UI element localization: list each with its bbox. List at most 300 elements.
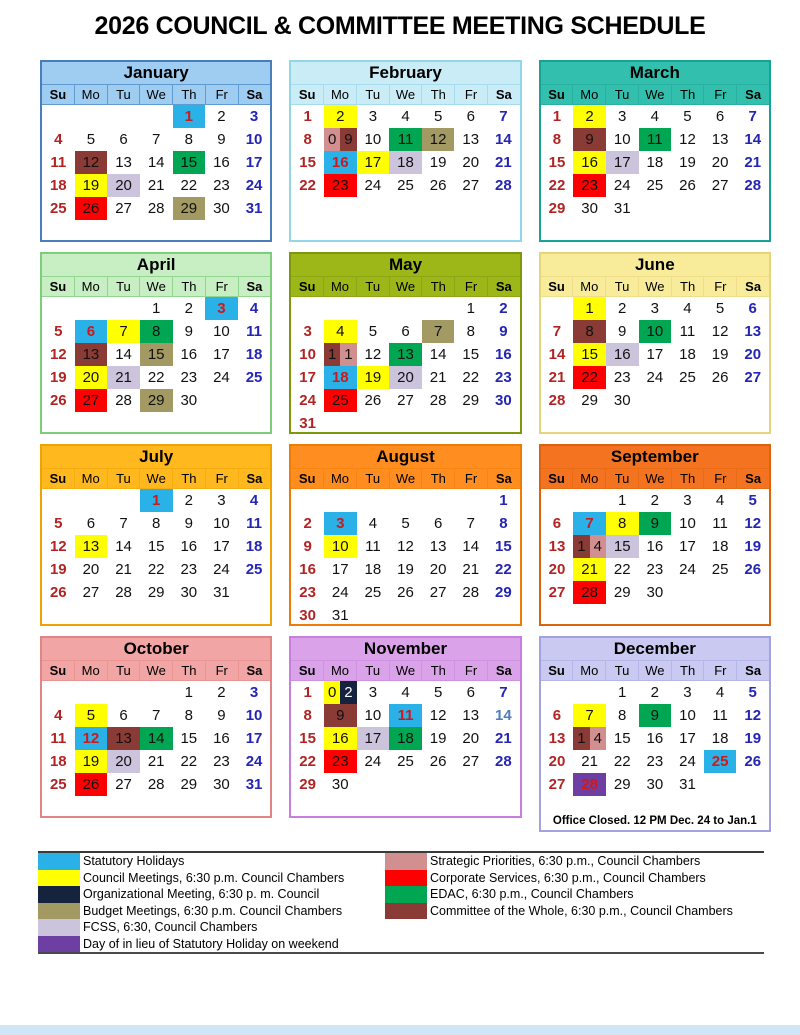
month-september <box>539 444 771 626</box>
date-row <box>541 489 769 512</box>
day-cell: 18 <box>49 177 67 194</box>
day-cell: 30 <box>613 392 631 409</box>
weekday-cell: Sa <box>736 469 769 488</box>
date-row <box>291 366 519 389</box>
day-cell: 23 <box>213 177 230 194</box>
month-may <box>289 252 521 434</box>
month-title: February <box>291 62 519 85</box>
day-cell <box>42 297 75 320</box>
day-cell: 1 <box>140 489 173 512</box>
date-row <box>42 366 270 389</box>
day-cell: 13 <box>462 707 480 724</box>
date-row <box>541 151 769 174</box>
day-cell: 16 <box>606 343 639 366</box>
day-cell: 7 <box>748 108 757 125</box>
weekday-cell: Mo <box>323 469 356 488</box>
month-title: April <box>42 254 270 277</box>
day-cell: 2 <box>184 300 193 317</box>
legend-item <box>385 886 764 903</box>
day-cell: 24 <box>245 177 263 194</box>
day-cell: 6 <box>86 515 96 532</box>
weekday-cell: Th <box>671 661 704 680</box>
date-row <box>291 704 519 727</box>
weekday-row <box>291 85 519 105</box>
day-cell <box>639 389 672 412</box>
day-cell: 9 <box>217 707 226 724</box>
date-row <box>42 581 270 604</box>
day-cell: 7 <box>152 131 161 148</box>
day-cell: 15 <box>147 538 165 555</box>
day-cell: 22 <box>613 753 631 770</box>
day-cell: 1 <box>303 684 312 701</box>
day-cell: 27 <box>548 584 566 601</box>
day-cell: 31 <box>679 776 696 793</box>
day-cell: 9 <box>573 128 606 151</box>
legend-item <box>38 853 385 870</box>
day-cell: 14 <box>115 346 132 363</box>
day-cell: 16 <box>299 561 316 578</box>
weekday-cell: Su <box>49 279 67 294</box>
day-cell: 14 <box>495 131 512 148</box>
day-cell: 3 <box>368 684 378 701</box>
day-cell <box>324 412 357 435</box>
day-cell: 11 <box>246 323 262 340</box>
day-cell: 23 <box>613 369 631 386</box>
day-cell: 14 <box>429 346 447 363</box>
day-cell: 11 <box>679 323 696 340</box>
month-march <box>539 60 771 242</box>
day-cell: 8 <box>499 515 508 532</box>
stat-swatch <box>38 853 80 870</box>
day-cell: 29 <box>147 584 165 601</box>
day-cell: 5 <box>75 704 108 727</box>
months-grid <box>40 60 771 832</box>
day-cell: 17 <box>357 727 390 750</box>
day-cell: 28 <box>573 773 606 796</box>
day-cell: 20 <box>548 753 566 770</box>
day-cell: 23 <box>646 753 664 770</box>
date-row <box>541 389 769 412</box>
month-october <box>40 636 272 818</box>
day-cell: 8 <box>184 131 193 148</box>
day-cell: 21 <box>581 753 598 770</box>
day-cell: 27 <box>429 584 447 601</box>
date-row <box>291 128 519 151</box>
weekday-row <box>541 277 769 297</box>
weekday-cell: Th <box>172 469 205 488</box>
day-cell: 12 <box>711 323 729 340</box>
day-cell <box>107 105 140 128</box>
day-cell: 22 <box>495 561 512 578</box>
day-cell: 28 <box>147 776 165 793</box>
day-cell: 12 <box>75 151 108 174</box>
date-row <box>291 512 519 535</box>
date-row <box>541 512 769 535</box>
day-cell <box>454 773 487 796</box>
day-cell: 10 <box>324 535 357 558</box>
corp-swatch <box>385 870 427 887</box>
day-cell: 6 <box>119 707 128 724</box>
day-cell: 24 <box>364 177 382 194</box>
day-cell: 4 <box>715 492 725 509</box>
day-cell: 10 <box>299 346 316 363</box>
month-title: August <box>291 446 519 469</box>
legend-label: Strategic Priorities, 6:30 p.m., Council Chambers <box>430 854 701 868</box>
day-cell: 15 <box>573 343 606 366</box>
day-cell <box>487 412 520 435</box>
day-cell: 8 <box>573 320 606 343</box>
day-cell <box>422 773 455 796</box>
day-cell: 2 <box>618 300 627 317</box>
weekday-cell: Th <box>172 661 205 680</box>
day-cell: 9 <box>324 704 357 727</box>
day-cell <box>389 773 422 796</box>
day-cell: 16 <box>180 538 198 555</box>
weekday-cell: Th <box>671 277 704 296</box>
month-title: January <box>42 62 270 85</box>
day-cell: 19 <box>744 538 762 555</box>
date-row <box>42 681 270 704</box>
day-cell: 7 <box>573 512 606 535</box>
day-cell: 12 <box>422 128 455 151</box>
day-cell: 30 <box>180 584 198 601</box>
day-cell: 7 <box>422 320 455 343</box>
day-cell: 6 <box>119 131 128 148</box>
day-cell: 19 <box>75 750 108 773</box>
day-cell: 6 <box>552 707 562 724</box>
legend-item <box>385 870 764 887</box>
day-cell: 20 <box>462 154 480 171</box>
date-row <box>541 174 769 197</box>
day-cell <box>541 297 574 320</box>
day-cell: 15 <box>495 538 512 555</box>
day-cell: 21 <box>495 154 512 171</box>
weekday-cell: We <box>638 469 671 488</box>
weekday-cell: Sa <box>487 469 520 488</box>
day-cell: 29 <box>180 776 198 793</box>
day-cell: 24 <box>679 561 696 578</box>
date-row <box>42 773 270 796</box>
day-cell: 12 <box>744 707 762 724</box>
date-row <box>541 343 769 366</box>
day-cell: 12 <box>49 346 67 363</box>
weekday-cell: Su <box>49 87 67 102</box>
weekday-cell: Fr <box>703 661 736 680</box>
day-cell: 15 <box>548 154 566 171</box>
day-cell <box>357 412 390 435</box>
day-cell: 9 <box>184 323 193 340</box>
day-cell: 30 <box>581 200 598 217</box>
day-cell: 27 <box>711 177 729 194</box>
day-cell: 8 <box>184 707 193 724</box>
day-cell: 23 <box>299 584 316 601</box>
weekday-cell: Mo <box>572 277 605 296</box>
date-row <box>42 174 270 197</box>
day-cell: 4 <box>368 515 378 532</box>
day-cell <box>389 297 422 320</box>
day-cell: 26 <box>397 584 414 601</box>
day-cell: 22 <box>613 561 631 578</box>
weekday-cell: Tu <box>107 469 140 488</box>
weekday-cell: Tu <box>605 85 638 104</box>
day-cell: 3 <box>205 297 238 320</box>
day-cell: 11 <box>712 515 728 532</box>
weekday-cell: Th <box>671 85 704 104</box>
weekday-cell: We <box>389 469 422 488</box>
day-cell: 11 <box>389 128 422 151</box>
date-row <box>291 558 519 581</box>
day-cell: 30 <box>495 392 512 409</box>
date-row <box>291 535 519 558</box>
day-cell: 11 <box>639 128 672 151</box>
day-cell: 13 <box>115 154 132 171</box>
day-cell: 23 <box>324 750 357 773</box>
weekday-cell: We <box>389 85 422 104</box>
day-cell: 14 <box>147 154 165 171</box>
day-cell: 3 <box>249 684 259 701</box>
day-cell: 21 <box>495 730 512 747</box>
date-row <box>541 773 769 796</box>
day-cell: 19 <box>357 366 390 389</box>
day-cell <box>704 389 737 412</box>
day-cell <box>357 604 390 627</box>
day-cell: 28 <box>495 753 512 770</box>
day-cell <box>291 489 324 512</box>
date-row <box>291 727 519 750</box>
day-cell: 18 <box>679 346 696 363</box>
day-cell: 3 <box>217 492 226 509</box>
day-cell: 16 <box>324 727 357 750</box>
legend-label: Corporate Services, 6:30 p.m., Council Chambers <box>430 870 706 885</box>
day-cell: 14 <box>115 538 132 555</box>
day-cell: 13 <box>548 730 566 747</box>
day-cell: 1 <box>618 492 627 509</box>
day-cell: 28 <box>115 584 132 601</box>
day-cell: 22 <box>147 369 165 386</box>
day-cell: 17 <box>213 346 230 363</box>
day-cell: 9 <box>499 323 508 340</box>
day-cell: 13 <box>389 343 422 366</box>
weekday-row <box>42 277 270 297</box>
day-cell: 2 <box>499 300 508 317</box>
day-cell: 6 <box>401 323 410 340</box>
day-cell <box>422 489 455 512</box>
day-cell: 4 <box>249 492 259 509</box>
day-cell <box>238 581 271 604</box>
day-cell: 17 <box>646 346 664 363</box>
day-cell: 25 <box>324 389 357 412</box>
month-december <box>539 636 771 832</box>
legend-item <box>38 870 385 887</box>
day-cell: 13 <box>711 131 729 148</box>
weekday-cell: Su <box>548 87 565 102</box>
day-cell: 29 <box>140 389 173 412</box>
day-cell: 27 <box>115 200 132 217</box>
day-cell: 28 <box>573 581 606 604</box>
day-cell: 3 <box>249 108 259 125</box>
day-cell: 2 <box>650 684 660 701</box>
date-row <box>541 128 769 151</box>
cotw-swatch <box>385 903 427 920</box>
day-cell: 31 <box>331 607 349 624</box>
day-cell: 19 <box>744 730 762 747</box>
day-cell: 23 <box>646 561 664 578</box>
day-cell: 4 <box>324 320 357 343</box>
day-cell: 7 <box>499 684 508 701</box>
day-cell: 10 <box>213 515 230 532</box>
weekday-cell: Th <box>421 85 454 104</box>
day-cell: 9 <box>618 323 627 340</box>
month-november <box>289 636 521 818</box>
day-cell: 7 <box>107 320 140 343</box>
day-cell: 20 <box>711 154 729 171</box>
legend-item <box>38 936 385 953</box>
date-row <box>291 604 519 627</box>
legend-item <box>385 903 764 920</box>
day-cell: 30 <box>213 200 230 217</box>
day-cell: 17 <box>606 151 639 174</box>
day-cell: 20 <box>548 561 566 578</box>
weekday-row <box>291 277 519 297</box>
day-cell: 13 <box>107 727 140 750</box>
weekday-row <box>291 469 519 489</box>
weekday-cell: We <box>139 469 172 488</box>
date-row <box>42 535 270 558</box>
weekday-cell: Sa <box>487 85 520 104</box>
day-cell: 6 <box>75 320 108 343</box>
day-cell: 24 <box>213 561 230 578</box>
weekday-cell: We <box>139 277 172 296</box>
weekday-cell: Fr <box>205 85 238 104</box>
day-cell: 1 <box>499 492 508 509</box>
day-cell: 22 <box>299 753 316 770</box>
day-cell <box>75 681 108 704</box>
day-cell: 31 <box>299 415 316 432</box>
month-april <box>40 252 272 434</box>
day-cell: 4 <box>54 131 63 148</box>
day-cell: 6 <box>552 515 562 532</box>
day-cell: 4 <box>54 707 63 724</box>
day-cell: 16 <box>180 346 198 363</box>
day-cell: 14 <box>462 538 480 555</box>
day-cell <box>573 489 606 512</box>
day-cell: 2 <box>303 515 312 532</box>
day-cell: 17 <box>679 730 696 747</box>
day-cell: 9 <box>217 131 226 148</box>
date-row <box>291 489 519 512</box>
weekday-cell: Tu <box>356 661 389 680</box>
december-note: Office Closed. 12 PM Dec. 24 to Jan.1 <box>552 815 757 827</box>
day-cell: 16 <box>213 154 230 171</box>
weekday-cell: Fr <box>454 85 487 104</box>
day-cell: 20 <box>82 561 100 578</box>
day-cell: 29 <box>495 584 512 601</box>
day-cell: 15 <box>606 535 639 558</box>
day-cell <box>389 604 422 627</box>
weekday-cell: Th <box>671 469 704 488</box>
day-cell <box>704 773 737 796</box>
month-title: July <box>42 446 270 469</box>
day-cell: 29 <box>462 392 480 409</box>
day-cell: 30 <box>213 776 230 793</box>
weekday-cell: We <box>638 277 671 296</box>
legend-label: Committee of the Whole, 6:30 p.m., Council Chambers <box>430 903 733 918</box>
day-cell <box>42 105 75 128</box>
weekday-cell: Sa <box>736 277 769 296</box>
date-row <box>541 581 769 604</box>
day-cell: 18 <box>711 730 729 747</box>
legend <box>38 851 764 954</box>
weekday-cell: Fr <box>205 661 238 680</box>
day-cell: 17 <box>245 730 263 747</box>
day-cell <box>357 489 390 512</box>
day-cell: 28 <box>115 392 132 409</box>
weekday-cell: Su <box>298 663 316 678</box>
day-cell: 24 <box>331 584 349 601</box>
day-cell <box>324 297 357 320</box>
weekday-cell: Mo <box>323 661 356 680</box>
day-cell: 7 <box>152 707 161 724</box>
day-cell: 17 <box>331 561 349 578</box>
day-cell: 4 <box>401 684 410 701</box>
day-cell: 26 <box>75 773 108 796</box>
day-cell: 27 <box>75 389 108 412</box>
day-cell: 16 <box>646 730 664 747</box>
council-swatch <box>38 870 80 887</box>
weekday-cell: We <box>638 85 671 104</box>
day-cell: 13 <box>744 323 762 340</box>
date-row <box>42 489 270 512</box>
day-cell: 17 <box>299 369 316 386</box>
day-cell: 25 <box>397 753 414 770</box>
day-cell: 25 <box>49 776 67 793</box>
day-cell: 18 <box>711 538 729 555</box>
day-cell: 24 <box>364 753 382 770</box>
day-cell <box>291 297 324 320</box>
date-row <box>42 151 270 174</box>
day-cell: 18 <box>245 346 263 363</box>
month-august <box>289 444 521 626</box>
weekday-cell: Mo <box>323 277 356 296</box>
legend-item <box>385 853 764 870</box>
day-cell: 7 <box>499 108 508 125</box>
day-cell: 4 <box>650 108 660 125</box>
weekday-row <box>42 469 270 489</box>
day-cell: 15 <box>462 346 480 363</box>
day-cell: 18 <box>364 561 382 578</box>
day-cell: 1 <box>152 300 161 317</box>
day-cell <box>573 727 606 750</box>
date-row <box>541 704 769 727</box>
day-cell: 10 <box>364 707 382 724</box>
day-cell <box>573 535 606 558</box>
day-cell: 12 <box>679 131 696 148</box>
day-cell: 28 <box>548 392 566 409</box>
weekday-cell: Sa <box>238 469 271 488</box>
day-cell: 5 <box>54 323 63 340</box>
day-cell: 31 <box>613 200 631 217</box>
day-cell <box>357 297 390 320</box>
day-cell: 9 <box>639 704 672 727</box>
day-cell: 16 <box>324 151 357 174</box>
legend-label: FCSS, 6:30, Council Chambers <box>83 920 258 934</box>
day-cell: 8 <box>303 707 312 724</box>
day-cell: 4 <box>401 108 410 125</box>
date-row <box>42 704 270 727</box>
day-cell: 22 <box>299 177 316 194</box>
day-cell: 30 <box>180 392 198 409</box>
month-july <box>40 444 272 626</box>
